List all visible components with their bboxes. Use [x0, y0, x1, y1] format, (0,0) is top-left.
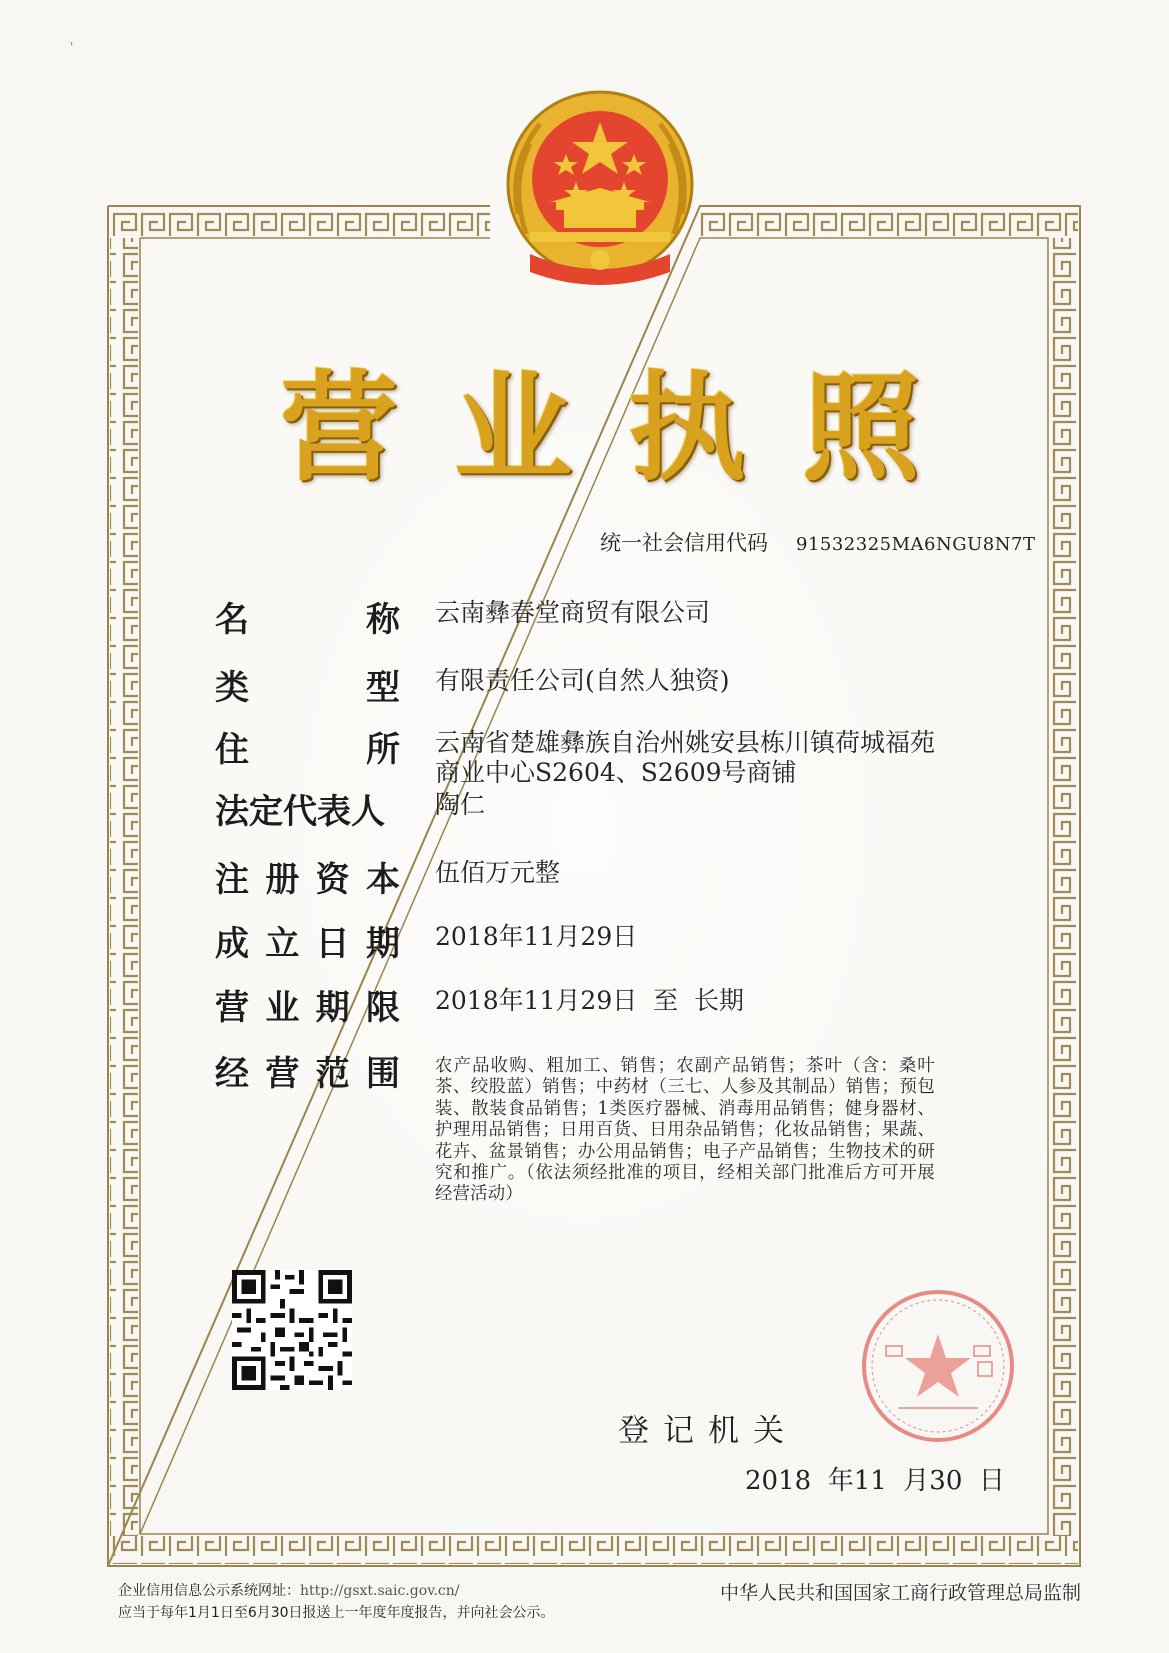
founded-value: 2018年11月29日 [435, 922, 638, 951]
credit-code-row [600, 527, 1035, 557]
national-emblem-icon [490, 84, 710, 304]
label-char: 本 [365, 860, 400, 900]
term-value: 2018年11月29日 至 长期 [435, 986, 745, 1015]
title-char: 执 [627, 359, 746, 497]
legal-rep-value: 陶仁 [435, 790, 486, 819]
official-seal-icon [858, 1286, 1018, 1446]
footer-line-2: 应当于每年1月1日至6月30日报送上一年度年度报告，并向社会公示。 [118, 1605, 555, 1621]
label-char: 期 [315, 988, 350, 1028]
footer-notice [118, 1580, 555, 1624]
label-char: 资 [315, 860, 350, 900]
field-label [215, 980, 400, 1029]
registration-authority-label: 登记机关 [618, 1413, 798, 1449]
address-value: 云南省楚雄彝族自治州姚安县栋川镇荷城福苑商业中心S2604、S2609号商铺 [435, 728, 936, 787]
label-char: 日 [315, 924, 350, 964]
label-char: 立 [265, 924, 300, 964]
label-char: 期 [365, 924, 400, 964]
field-label [215, 722, 400, 771]
label-char: 册 [265, 860, 300, 900]
title-char: 营 [280, 359, 399, 497]
footer-site-label: 企业信用信息公示系统网址： [118, 1583, 300, 1599]
field-label [215, 592, 400, 641]
company-name-value: 云南彝春堂商贸有限公司 [435, 598, 711, 627]
label-char: 所 [366, 730, 400, 770]
label-char: 营 [215, 988, 249, 1028]
credit-code-value: 91532325MA6NGU8N7T [796, 534, 1036, 555]
qr-code-icon[interactable] [232, 1270, 352, 1390]
registration-date: 2018 年11 月30 日 [745, 1466, 1005, 1496]
label-char: 住 [215, 730, 249, 770]
label-char: 称 [366, 600, 400, 640]
label-char: 名 [215, 600, 249, 640]
footer-url-link[interactable]: http://gsxt.saic.gov.cn/ [300, 1583, 460, 1599]
label-char: 经 [215, 1054, 249, 1094]
label-char: 型 [366, 668, 400, 708]
title-char: 业 [453, 359, 572, 497]
label-char: 营 [265, 1054, 300, 1094]
label-char: 围 [365, 1054, 400, 1094]
footer-line-1 [118, 1580, 555, 1602]
label-char: 业 [265, 988, 300, 1028]
label-char: 成 [215, 924, 249, 964]
field-label [215, 784, 400, 833]
label-char: 范 [315, 1054, 350, 1094]
field-label [215, 852, 400, 901]
credit-code-label: 统一社会信用代码 [600, 531, 768, 555]
field-label [215, 660, 400, 709]
capital-value: 伍佰万元整 [435, 858, 561, 887]
label-char: 法定代表人 [215, 792, 385, 832]
label-char: 限 [365, 988, 400, 1028]
document-title [280, 348, 920, 497]
issuer-imprint: 中华人民共和国国家工商行政管理总局监制 [720, 1582, 1082, 1604]
scope-value: 农产品收购、粗加工、销售；农副产品销售；茶叶（含：桑叶茶、绞股蓝）销售；中药材（三七、人参及其制品）销售；预包装、散装食品销售；1类医疗器械、消毒用品销售；健身器材、护理用品销售；日用百货、日用杂品销售；化妆品销售；果蔬、花卉、盆景销售；办公用品销售；电子产品销售；生物技术的研究和推广。（依法须经批准的项目，经相关部门批准后方可开展经营活动） [435, 1056, 935, 1205]
label-char: 类 [215, 668, 249, 708]
company-type-value: 有限责任公司(自然人独资) [435, 666, 730, 695]
label-char: 注 [215, 860, 249, 900]
field-label [215, 1046, 400, 1095]
title-char: 照 [801, 359, 920, 497]
field-label [215, 916, 400, 965]
scan-mark: ' [70, 40, 74, 54]
